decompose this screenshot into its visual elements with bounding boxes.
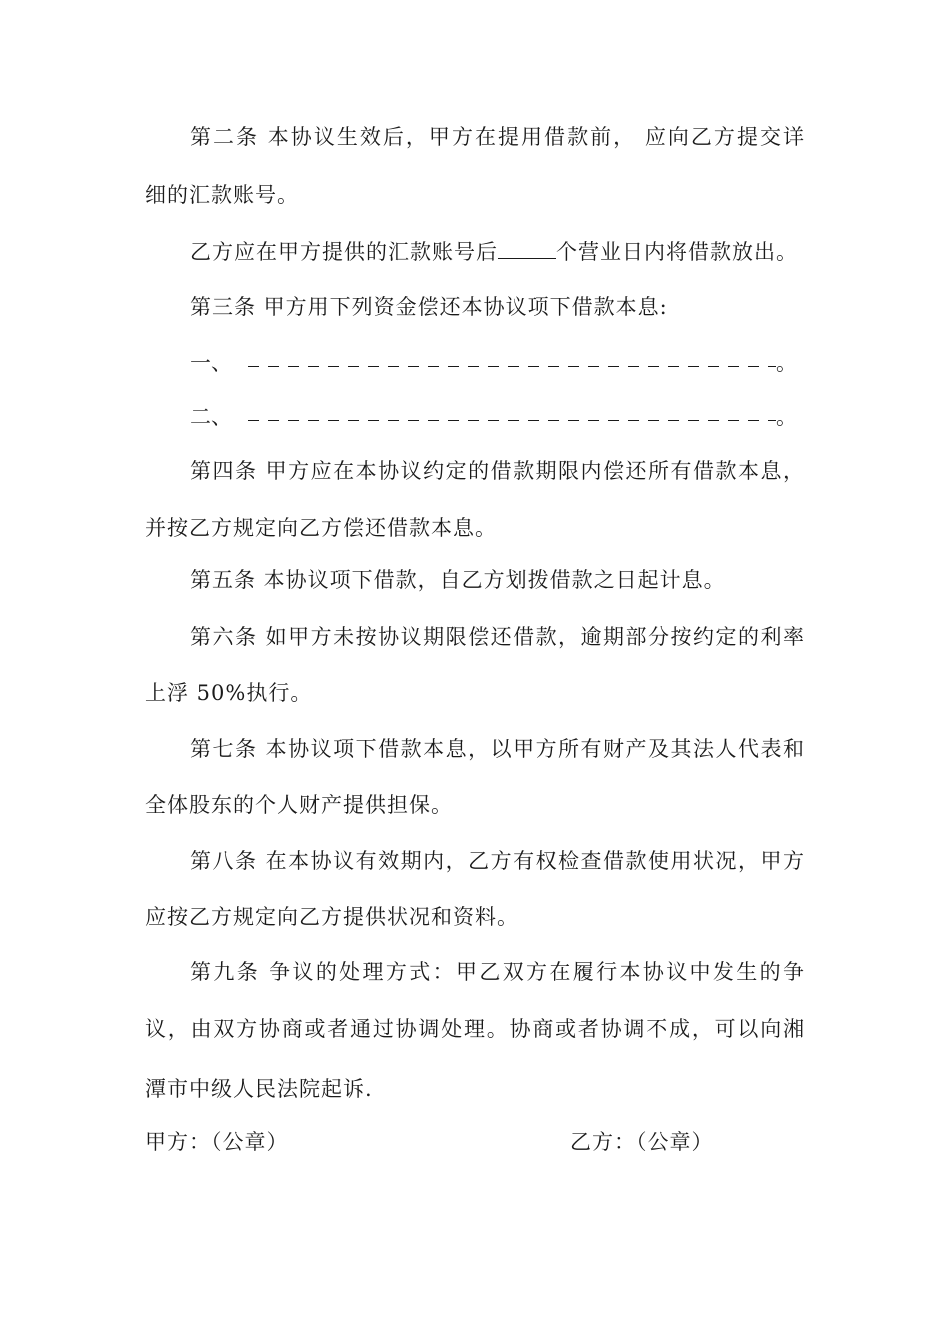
article-2-line-1: 第二条 本协议生效后，甲方在提用借款前， 应向乙方提交详 [190, 125, 805, 149]
article-8-line-1: 第八条 在本协议有效期内，乙方有权检查借款使用状况，甲方 [190, 849, 805, 873]
article-7-line-2: 全体股东的个人财产提供担保。 [145, 793, 453, 817]
article-6-line-1: 第六条 如甲方未按协议期限偿还借款，逾期部分按约定的利率 [190, 625, 805, 649]
article-5-line-1: 第五条 本协议项下借款，自乙方划拨借款之日起计息。 [190, 568, 726, 592]
article-3-item-2 [190, 403, 805, 431]
article-7-line-1: 第七条 本协议项下借款本息，以甲方所有财产及其法人代表和 [190, 737, 805, 761]
article-8-line-2: 应按乙方规定向乙方提供状况和资料。 [145, 905, 519, 929]
article-4-line-1: 第四条 甲方应在本协议约定的借款期限内偿还所有借款本息， [190, 459, 805, 483]
dashed-blank-2 [248, 420, 776, 421]
article-3-item-2-label: 二、 [190, 405, 232, 429]
article-2-line-3-after: 个营业日内将借款放出。 [556, 240, 798, 264]
article-3-item-2-end: 。 [776, 405, 797, 429]
dashed-blank-1 [248, 366, 776, 367]
article-4-line-2: 并按乙方规定向乙方偿还借款本息。 [145, 516, 497, 540]
article-9-line-1: 第九条 争议的处理方式：甲乙双方在履行本协议中发生的争 [190, 960, 805, 984]
article-3-line-1: 第三条 甲方用下列资金偿还本协议项下借款本息: [190, 295, 668, 319]
article-2-line-3-before: 乙方应在甲方提供的汇款账号后 [190, 240, 498, 264]
article-3-item-1-label: 一、 [190, 351, 232, 375]
article-3-item-1 [190, 349, 805, 377]
article-9-line-3: 潭市中级人民法院起诉. [145, 1077, 373, 1101]
party-a-signature: 甲方：（公章） [145, 1130, 289, 1154]
article-2-line-2: 细的汇款账号。 [145, 183, 299, 207]
party-b-signature: 乙方：（公章） [570, 1130, 714, 1154]
business-days-blank [498, 238, 556, 259]
article-6-line-2: 上浮 50%执行。 [145, 681, 313, 705]
article-2-line-3 [190, 238, 805, 266]
article-3-item-1-end: 。 [776, 351, 797, 375]
article-9-line-2: 议，由双方协商或者通过协调处理。协商或者协调不成，可以向湘 [145, 1017, 805, 1041]
